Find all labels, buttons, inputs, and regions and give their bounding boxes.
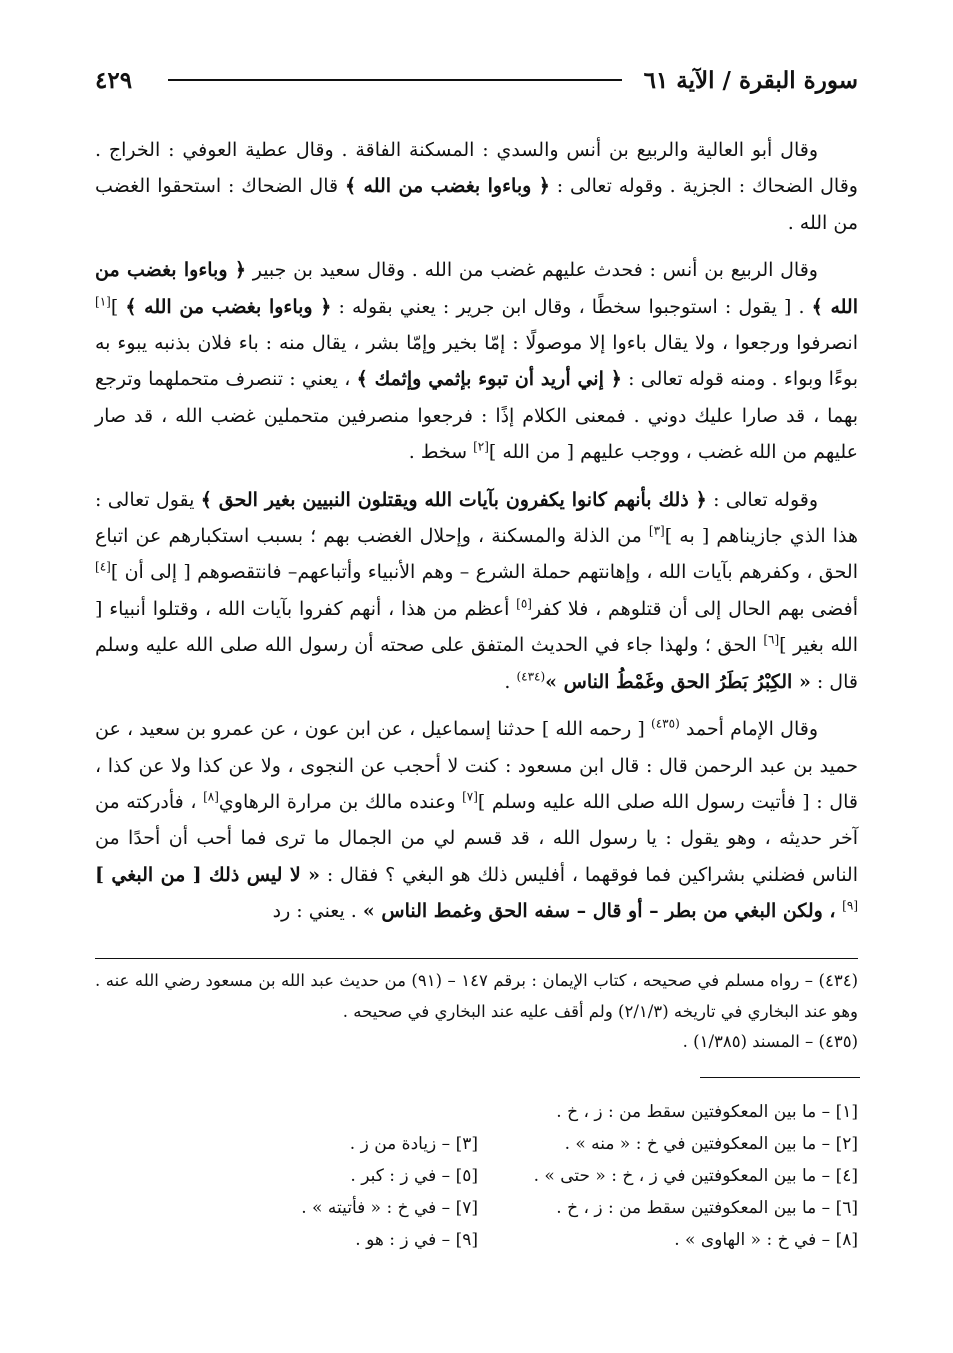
variant-note: [٢] – ما بين المعكوفتين في خ : « منه » .	[564, 1134, 858, 1154]
variant-note	[98, 1096, 478, 1128]
hadith-quote: ، ولكن البغي من بطر – أو قال – سفه الحق وغمط الناس »	[362, 900, 843, 923]
text-run: سخط .	[408, 441, 474, 464]
quran-verse: ﴿ وباءوا بغضب من الله ﴾	[125, 295, 332, 318]
text-run: ، يعني : تنصرف متحملهما وترجع بهما ، قد صارا عليك دوني . فمعنى الكلام إذًا : فرجعوا منصرفين متحملين غضب الله ، قد صار عليهم من الله غضب ، ووجب عليهم [ من الله ]	[95, 368, 858, 464]
text-run: وعنده مالك بن مرارة الرهاوي	[218, 790, 463, 813]
variant-note: [٦] – ما بين المعكوفتين سقط من : ز ، خ .	[556, 1198, 858, 1218]
quran-verse: ﴿ ذلك بأنهم كانوا يكفرون بآيات الله ويقتلون النبيين بغير الحق ﴾	[200, 488, 707, 511]
quran-verse: ﴿ إني أريد أن تبوء بإثمي وإثمك ﴾	[356, 368, 622, 391]
text-run: الحق ؛ ولهذا جاء في الحديث المتفق على صحته أن رسول الله صلى الله عليه وسلم قال :	[95, 634, 858, 693]
text-run: يقول تعالى : هذا الذي جازيناهم [ به ]	[95, 488, 859, 548]
footnote-435: (٤٣٥) – المسند (١/٣٨٥) .	[682, 1032, 858, 1051]
text-run: أفضى بهم الحال إلى أن قتلوهم ، فلا كفر	[531, 597, 858, 620]
variants-separator	[700, 1077, 860, 1078]
paragraph-2	[95, 252, 858, 470]
text-run: أعظم من هذا ، أنهم كفروا بآيات الله ، وقتلوا أنبياء [ الله بغير ]	[95, 597, 859, 657]
text-run: من الذلة والمسكنة ، وإحلال الغضب بهم ؛ بسبب استكبارهم عن اتباع الحق ، وكفرهم بآيات الله ، وإهانتهم حملة الشرع – وهم الأنبياء وأتباعهم– فانتقصوهم [ إلى أن ]	[95, 525, 858, 584]
variant-note: [٧] – في خ : « فأتيته » .	[301, 1198, 478, 1218]
variant-note: [٨] – في خ : « الهاوى » .	[674, 1230, 858, 1250]
text-run: وقال أبو العالية والربيع بن أنس والسدي : المسكنة الفاقة . وقال عطية العوفي : الخراج . وقال الضحاك : الجزية . وقوله تعالى :	[95, 139, 858, 198]
quran-verse: ﴿ وباءوا بغضب من الله ﴾	[95, 259, 858, 318]
footnote-marker: (٤٣٤)	[516, 669, 546, 684]
footnote-separator	[95, 958, 858, 959]
variant-marker: [٦]	[763, 632, 780, 647]
text-run: وقال الإمام أحمد	[679, 718, 819, 741]
text-run: ، فأدركته من آخر حديثه ، وهو يقول : يا رسول الله ، قد قسم لي من الجمال ما ترى فما أحب أن أحدًا من الناس فضلني بشراكين فما فوقهما ، أفليس ذلك هو البغي ؟ فقال :	[95, 790, 858, 886]
variant-row	[95, 1096, 858, 1128]
paragraph-4	[95, 711, 858, 929]
variant-note: [٩] – في ز : هو .	[355, 1230, 478, 1250]
paragraph-3	[95, 482, 858, 700]
footnotes	[95, 966, 858, 1058]
variant-row	[95, 1160, 858, 1192]
variant-marker: [٨]	[203, 789, 219, 804]
variant-note: [٤] – ما بين المعكوفتين في ز ، خ : « حتى » .	[533, 1166, 858, 1186]
hadith-quote: « الكِبْرُ بَطَرُ الحق وغَمْطُ الناس »	[545, 670, 811, 693]
text-run: . [ يقول : استوجبوا سخطًا ، وقال ابن جرير : يعني بقوله :	[331, 295, 812, 318]
text-run: .	[504, 670, 517, 693]
footnote-434: (٤٣٤) – رواه مسلم في صحيحه ، كتاب الإيمان : برقم ١٤٧ – (٩١) من حديث عبد الله بن مسعود رضي الله عنه . وهو عند البخاري في تاريخه (٢/١/٣) ولم أقف عليه عند البخاري في صحيحه .	[95, 971, 858, 1021]
text-run: . يعني : رد	[272, 900, 363, 923]
header-rule	[168, 79, 622, 81]
variant-note: [١] – ما بين المعكوفتين سقط من : ز ، خ .	[556, 1102, 858, 1122]
variant-marker: [٤]	[95, 560, 111, 575]
variant-marker: [٩]	[842, 898, 858, 913]
textual-variants	[95, 1096, 858, 1256]
paragraph-1	[95, 132, 858, 241]
variant-marker: [٢]	[473, 439, 489, 454]
variant-row	[95, 1128, 858, 1160]
text-run: وقال الربيع بن أنس : فحدث عليهم غضب من الله . وقال سعيد بن جبير	[245, 259, 818, 282]
variant-row	[95, 1192, 858, 1224]
variant-note: [٥] – في ز : كبر .	[350, 1166, 478, 1186]
variant-marker: [٧]	[462, 789, 478, 804]
text-run: قال الضحاك : استحقوا الغضب من الله .	[95, 175, 858, 234]
quran-verse: ﴿ وباءوا بغضب من الله ﴾	[344, 175, 550, 198]
variant-marker: [٥]	[516, 596, 532, 611]
variant-row	[95, 1224, 858, 1256]
footnote-marker: (٤٣٥)	[651, 716, 680, 731]
hadith-quote: « لا ليس ذلك [ من البغي ]	[95, 863, 320, 886]
variant-marker: [٣]	[648, 523, 665, 538]
variant-note: [٣] – زيادة من ز .	[349, 1134, 478, 1154]
text-run: ]	[110, 295, 126, 318]
text-run: وقوله تعالى :	[706, 488, 819, 511]
page-header	[95, 60, 858, 100]
text-run: انصرفوا ورجعوا ، ولا يقال باءوا إلا موصولًا : إمّا بخير وإمّا بشر ، يقال منه : باء فلان بذنبه يبوء به بوءًا وبواء . ومنه قوله تعالى :	[95, 332, 858, 391]
text-run: [ رحمه الله ] حدثنا إسماعيل ، عن ابن عون ، عن عمرو بن سعيد ، عن حميد بن عبد الرحمن قال : قال ابن مسعود : كنت لا أحجب عن النجوى ، ولا عن كذا ولا عن كذا ، قال : [ فأتيت رسول الله صلى الله عليه وسلم ]	[95, 718, 858, 813]
page-number: ٤٢٩	[95, 66, 133, 94]
running-title: سورة البقرة / الآية ٦١	[643, 66, 858, 94]
variant-marker: [١]	[95, 294, 111, 309]
main-text	[95, 132, 858, 930]
